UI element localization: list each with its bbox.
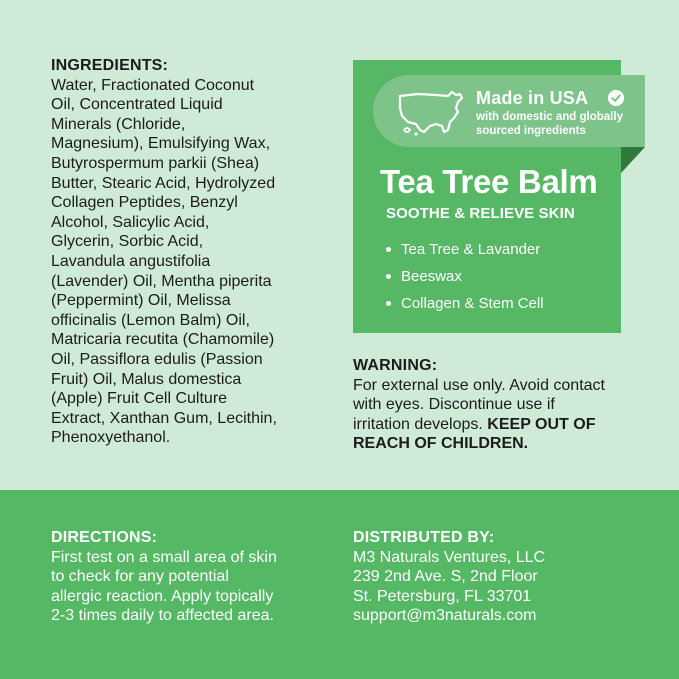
made-in-usa-subtitle: with domestic and globally sourced ingredients — [476, 111, 623, 137]
feature-item — [386, 236, 544, 263]
check-circle-icon — [608, 90, 624, 106]
warning-text — [353, 376, 613, 454]
directions-section — [51, 528, 321, 626]
warning-body-text: For external use only. Avoid contact with eyes. Discontinue use if irritation develops. — [353, 376, 605, 433]
bullet-icon — [386, 301, 391, 306]
feature-label: Collagen & Stem Cell — [401, 294, 544, 312]
warning-heading: WARNING: — [353, 357, 438, 374]
made-in-usa-title: Made in USA — [476, 88, 589, 108]
distributor-section — [353, 528, 633, 626]
feature-label: Beeswax — [401, 267, 462, 285]
ingredients-heading: INGREDIENTS: — [51, 57, 169, 74]
bullet-icon — [386, 247, 391, 252]
directions-heading: DIRECTIONS: — [51, 529, 158, 546]
feature-item — [386, 290, 544, 317]
warning-emphasis: KEEP OUT OF REACH OF CHILDREN. — [353, 415, 596, 453]
ingredients-text: Water, Fractionated Coconut Oil, Concentrated Liquid Minerals (Chloride, Magnesium), Emulsifying Wax, Butyrospermum parkii (Shea) Butter, Stearic Acid, Hydrolyzed Collagen Peptides, Benzyl Alcohol, Salicylic Acid, Glycerin, Sorbic Acid, Lavandula angustifolia (Lavender) Oil, Mentha piperita (Peppermint) Oil, Melissa officinalis (Lemon Balm) Oil, Matricaria recutita (Chamomile) Oil, Passiflora edulis (Passion Fruit) Oil, Malus domestica (Apple) Fruit Cell Culture Extract, Xanthan Gum, Lecithin, Phenoxyethanol. — [51, 76, 277, 447]
ingredients-section — [51, 56, 321, 448]
distributor-text: M3 Naturals Ventures, LLC 239 2nd Ave. S, 2nd Floor St. Petersburg, FL 33701 support@m3naturals.com — [353, 548, 546, 625]
directions-text: First test on a small area of skin to check for any potential allergic reaction. Apply topically 2-3 times daily to affected area. — [51, 548, 277, 625]
bullet-icon — [386, 274, 391, 279]
feature-list — [386, 236, 544, 317]
banner-fold — [621, 147, 645, 173]
feature-item — [386, 263, 544, 290]
product-title: Tea Tree Balm — [380, 163, 598, 200]
usa-map-icon — [396, 86, 468, 138]
distributor-heading: DISTRIBUTED BY: — [353, 529, 495, 546]
product-subtitle: SOOTHE & RELIEVE SKIN — [386, 205, 575, 222]
feature-label: Tea Tree & Lavander — [401, 240, 541, 258]
warning-section — [353, 356, 613, 454]
